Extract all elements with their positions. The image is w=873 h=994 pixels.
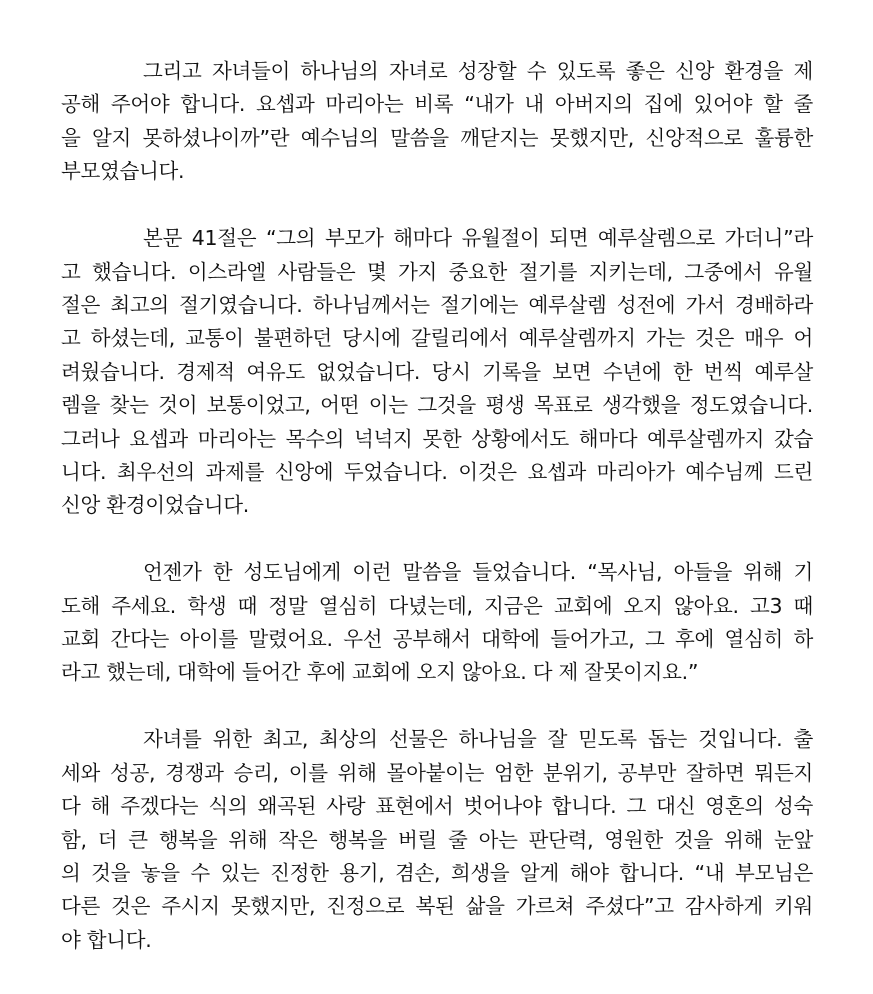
text-line: 다 해 주겠다는 식의 왜곡된 사랑 표현에서 벗어나야 합니다. 그 대신 영혼의 성숙 [61,794,813,819]
text-line: 도해 주세요. 학생 때 정말 열심히 다녔는데, 지금은 교회에 오지 않아요. 고3 때 [61,593,813,618]
text-line: 함, 더 큰 행복을 위해 작은 행복을 버릴 줄 아는 판단력, 영원한 것을 위해 눈앞 [61,827,813,852]
text-line: 고 했습니다. 이스라엘 사람들은 몇 가지 중요한 절기를 지키는데, 그중에서 유월 [61,259,813,284]
text-line: 그리고 자녀들이 하나님의 자녀로 성장할 수 있도록 좋은 신앙 환경을 제 [143,59,813,83]
text-line: 절은 최고의 절기였습니다. 하나님께서는 절기에는 예루살렘 성전에 가서 경배하라 [61,292,813,317]
text-line: 고 하셨는데, 교통이 불편하던 당시에 갈릴리에서 예루살렘까지 가는 것은 매우 어 [61,326,813,351]
text-line: 다른 것은 주시지 못했지만, 진정으로 복된 삶을 가르쳐 주셨다”고 감사하게 키워 [61,894,813,919]
paragraph-1 [61,55,813,189]
text-line: 세와 성공, 경쟁과 승리, 이를 위해 몰아붙이는 엄한 분위기, 공부만 잘하면 뭐든지 [61,760,813,785]
text-line: 의 것을 놓을 수 있는 진정한 용기, 겸손, 희생을 알게 해야 합니다. “내 부모님은 [61,860,813,885]
paragraph-4 [61,723,813,957]
text-line: 언젠가 한 성도님에게 이런 말씀을 들었습니다. “목사님, 아들을 위해 기 [143,560,813,585]
document-page [61,55,813,957]
paragraph-gap [61,523,813,557]
text-line: 을 알지 못하셨나이까”란 예수님의 말씀을 깨닫지는 못했지만, 신앙적으로 훌륭한 [61,125,813,150]
text-line: 신앙 환경이었습니다. [61,493,249,518]
paragraph-gap [61,189,813,223]
text-line: 라고 했는데, 대학에 들어간 후에 교회에 오지 않아요. 다 제 잘못이지요.” [61,660,699,685]
text-line: 교회 간다는 아이를 말렸어요. 우선 공부해서 대학에 들어가고, 그 후에 열심히 하 [61,627,813,652]
text-line: 그러나 요셉과 마리아는 목수의 넉넉지 못한 상황에서도 해마다 예루살렘까지 갔습 [61,426,813,451]
text-line: 려웠습니다. 경제적 여유도 없었습니다. 당시 기록을 보면 수년에 한 번씩 예루살 [61,359,813,384]
paragraph-2 [61,222,813,523]
text-line: 렘을 찾는 것이 보통이었고, 어떤 이는 그것을 평생 목표로 생각했을 정도였습니다. [61,393,813,418]
text-line: 본문 41절은 “그의 부모가 해마다 유월절이 되면 예루살렘으로 가더니”라 [143,226,813,251]
text-line: 공해 주어야 합니다. 요셉과 마리아는 비록 “내가 내 아버지의 집에 있어야 할 줄 [61,92,813,117]
paragraph-3 [61,556,813,690]
paragraph-gap [61,690,813,724]
text-line: 부모였습니다. [61,159,185,184]
text-line: 야 합니다. [61,927,152,952]
text-line: 자녀를 위한 최고, 최상의 선물은 하나님을 잘 믿도록 돕는 것입니다. 출 [143,727,813,752]
text-line: 니다. 최우선의 과제를 신앙에 두었습니다. 이것은 요셉과 마리아가 예수님께 드린 [61,459,813,484]
